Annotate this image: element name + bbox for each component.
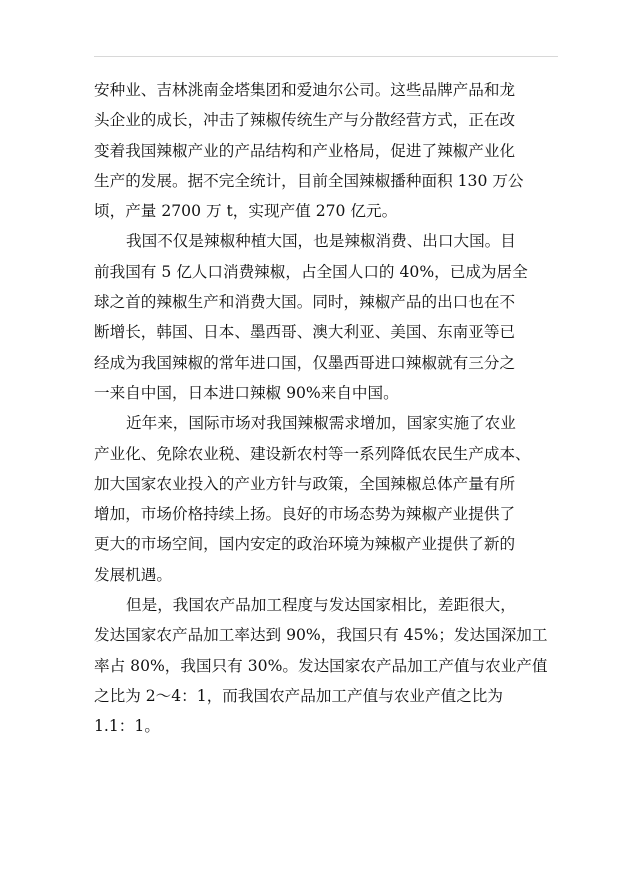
text-line: 安种业、吉林洮南金塔集团和爱迪尔公司。这些品牌产品和龙 xyxy=(94,81,516,99)
paragraph-3 xyxy=(94,408,578,590)
text-line: 一来自中国，日本进口辣椒 90%来自中国。 xyxy=(94,383,399,402)
text-line: 但是，我国农产品加工程度与发达国家相比，差距很大， xyxy=(126,596,516,615)
text-line: 之比为 2～4：1，而我国农产品加工产值与农业产值之比为 xyxy=(94,686,503,705)
text-line: 1.1：1。 xyxy=(94,717,160,736)
text-line: 发展机遇。 xyxy=(94,565,172,584)
text-line: 球之首的辣椒生产和消费大国。同时，辣椒产品的出口也在不 xyxy=(94,293,516,312)
header-divider xyxy=(94,56,558,57)
text-line: 增加，市场价格持续上扬。良好的市场态势为辣椒产业提供了 xyxy=(94,505,516,524)
text-line: 生产的发展。据不完全统计，目前全国辣椒播种面积 130 万公 xyxy=(94,171,524,190)
paragraph-4 xyxy=(94,590,578,741)
paragraph-2 xyxy=(94,226,578,408)
text-line: 我国不仅是辣椒种植大国，也是辣椒消费、出口大国。目 xyxy=(126,232,516,251)
text-line: 近年来，国际市场对我国辣椒需求增加，国家实施了农业 xyxy=(126,414,516,433)
text-line: 率占 80%，我国只有 30%。发达国家农产品加工产值与农业产值 xyxy=(94,656,548,675)
text-line: 前我国有 5 亿人口消费辣椒，占全国人口的 40%，已成为居全 xyxy=(94,262,528,281)
text-line: 经成为我国辣椒的常年进口国，仅墨西哥进口辣椒就有三分之 xyxy=(94,353,516,372)
text-line: 产业化、免除农业税、建设新农村等一系列降低农民生产成本、 xyxy=(94,444,531,463)
paragraph-1 xyxy=(94,75,578,226)
text-line: 顷，产量 2700 万 t，实现产值 270 亿元。 xyxy=(94,202,398,221)
text-line: 加大国家农业投入的产业方针与政策，全国辣椒总体产量有所 xyxy=(94,474,516,493)
document-body xyxy=(94,75,578,742)
text-line: 发达国家农产品加工率达到 90%，我国只有 45%；发达国深加工 xyxy=(94,626,548,645)
text-line: 变着我国辣椒产业的产品结构和产业格局，促进了辣椒产业化 xyxy=(94,141,516,160)
text-line: 头企业的成长，冲击了辣椒传统生产与分散经营方式，正在改 xyxy=(94,111,516,130)
text-line: 断增长，韩国、日本、墨西哥、澳大利亚、美国、东南亚等已 xyxy=(94,323,516,342)
text-line: 更大的市场空间，国内安定的政治环境为辣椒产业提供了新的 xyxy=(94,535,516,554)
